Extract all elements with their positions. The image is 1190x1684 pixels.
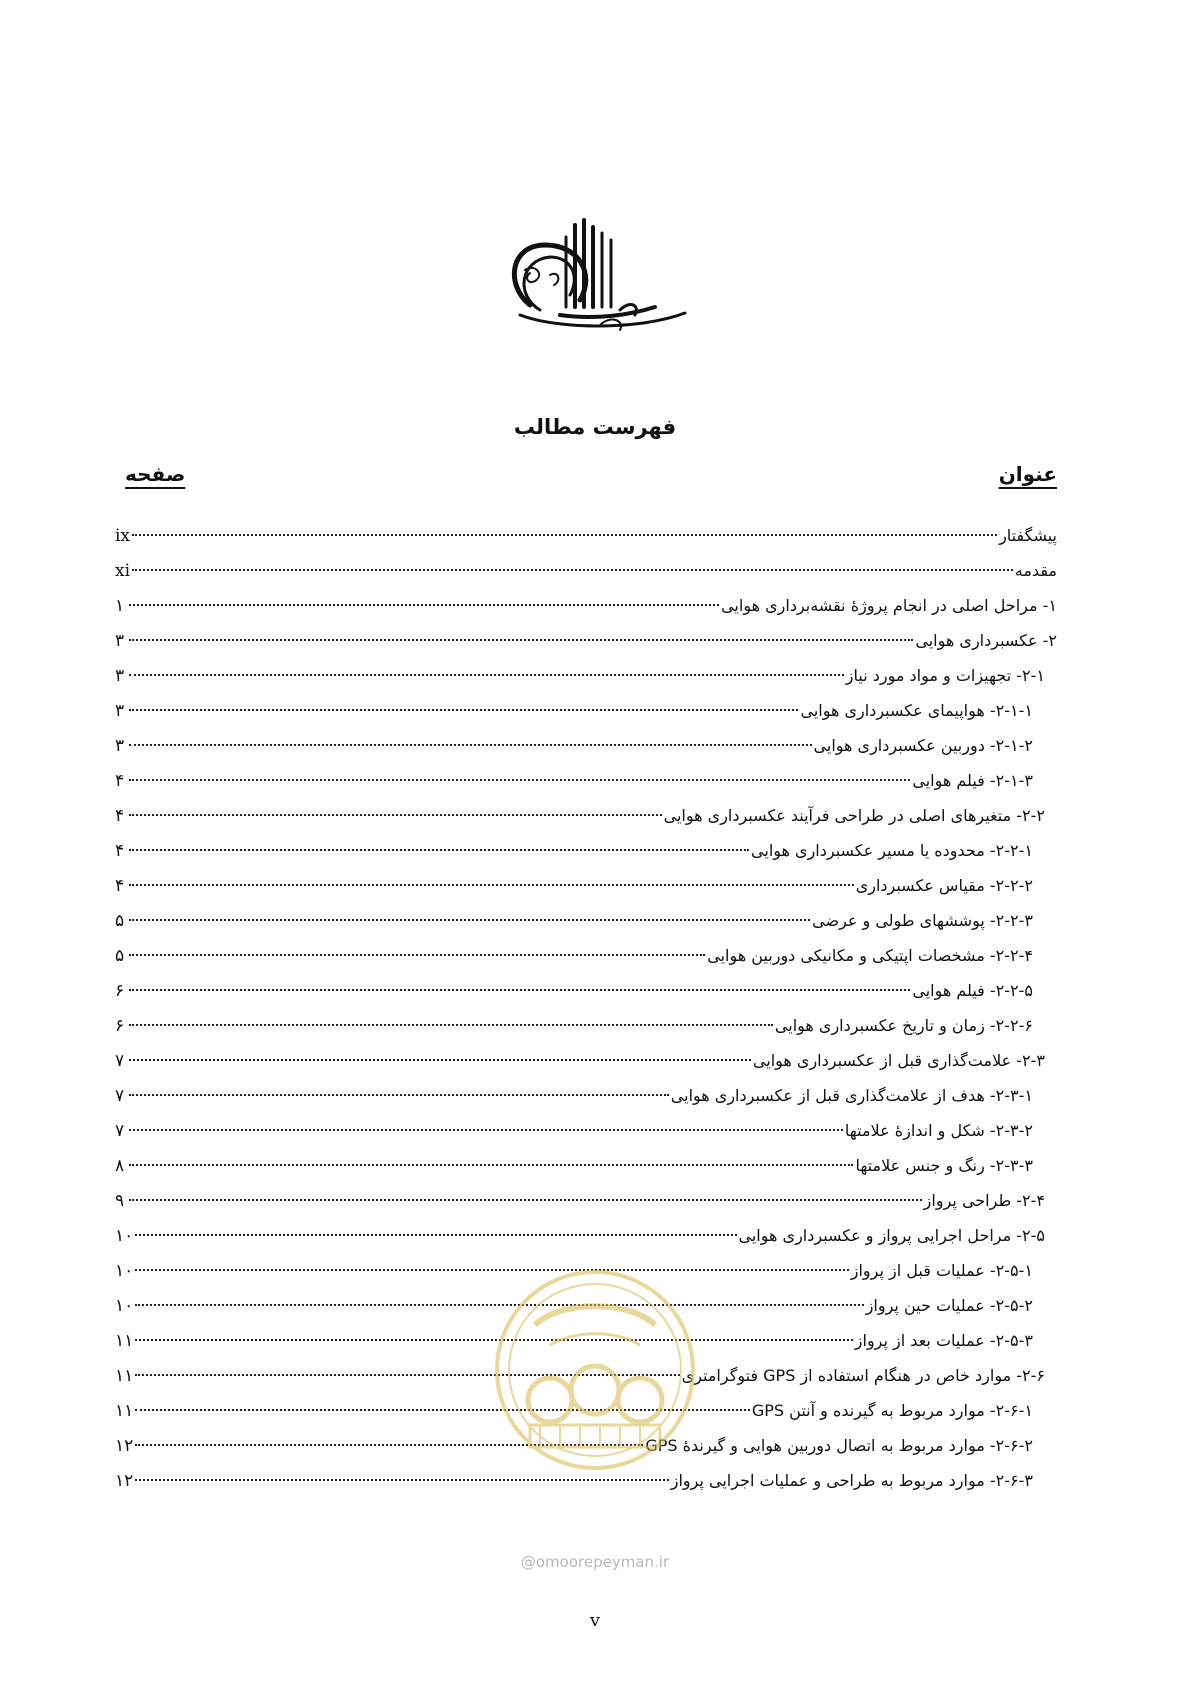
dot-leader: [129, 954, 705, 956]
dot-leader: [129, 1024, 773, 1026]
toc-entry[interactable]: [115, 658, 1057, 693]
toc-entry-label: ۲-۳- علامت‌گذاری قبل از عکسبرداری هوایی: [752, 1051, 1045, 1070]
dot-leader: [132, 534, 997, 536]
toc-entry-page: ۶: [115, 981, 125, 1001]
toc-entry-label: ۲-۲-۲- مقیاس عکسبرداری: [855, 876, 1033, 895]
toc-entry-page: ۱۱: [115, 1401, 134, 1421]
toc-entry-label: ۲-۵-۳- عملیات بعد از پرواز: [854, 1331, 1033, 1350]
toc-entry-page: ۱: [115, 596, 125, 616]
toc-entry-page: ۱۱: [115, 1366, 134, 1386]
dot-leader: [129, 884, 854, 886]
toc-entry-label: ۲-۱-۳- فیلم هوایی: [912, 771, 1033, 790]
toc-entry[interactable]: [115, 1113, 1057, 1148]
toc-entry-page: ۱۰: [115, 1226, 134, 1246]
toc-entry[interactable]: [115, 518, 1057, 553]
toc-entry-page: ۱۰: [115, 1261, 134, 1281]
toc-entry[interactable]: [115, 728, 1057, 763]
dot-leader: [129, 1199, 922, 1201]
dot-leader: [129, 1059, 751, 1061]
toc-entry-page: ۴: [115, 806, 125, 826]
toc-entry[interactable]: [115, 1183, 1057, 1218]
toc-entry-page: ۴: [115, 771, 125, 791]
toc-entry-page: ۱۲: [115, 1471, 134, 1491]
watermark-seal: [490, 1265, 700, 1475]
toc-entry-page: ۱۱: [115, 1331, 134, 1351]
toc-entry-label: ۲-۲-۴- مشخصات اپتیکی و مکانیکی دوربین هوایی: [707, 946, 1033, 965]
dot-leader: [129, 744, 812, 746]
toc-entry-page: xi: [115, 561, 131, 581]
toc-entry-label: ۲-۶-۲- موارد مربوط به اتصال دوربین هوایی و گیرندهٔ GPS: [645, 1436, 1033, 1455]
toc-entry[interactable]: [115, 1218, 1057, 1253]
dot-leader: [135, 1234, 736, 1236]
toc-entry-page: ۴: [115, 876, 125, 896]
toc-entry[interactable]: [115, 973, 1057, 1008]
toc-entry-label: مقدمه: [1014, 561, 1057, 580]
toc-entry[interactable]: [115, 868, 1057, 903]
toc-entry-label: ۲-۳-۲- شکل و اندازهٔ علامتها: [844, 1121, 1033, 1140]
toc-entry-page: ۱۰: [115, 1296, 134, 1316]
toc-entry-page: ۸: [115, 1156, 125, 1176]
dot-leader: [129, 779, 910, 781]
toc-entry-page: ۷: [115, 1121, 125, 1141]
toc-entry-page: ۵: [115, 946, 125, 966]
dot-leader: [129, 1094, 669, 1096]
dot-leader: [129, 814, 662, 816]
dot-leader: [129, 709, 798, 711]
toc-entry-page: ۴: [115, 841, 125, 861]
dot-leader: [129, 674, 844, 676]
toc-entry[interactable]: [115, 623, 1057, 658]
toc-entry-page: ۶: [115, 1016, 125, 1036]
dot-leader: [129, 989, 910, 991]
dot-leader: [129, 1164, 853, 1166]
basmala-calligraphy: [500, 215, 690, 345]
dot-leader: [129, 639, 913, 641]
toc-entry[interactable]: [115, 1043, 1057, 1078]
toc-entry-label: ۲-۲- متغیرهای اصلی در طراحی فرآیند عکسبرداری هوایی: [663, 806, 1045, 825]
dot-leader: [135, 1479, 668, 1481]
column-header-page: صفحه: [125, 462, 186, 486]
toc-entry-label: ۲-۵- مراحل اجرایی پرواز و عکسبرداری هوایی: [738, 1226, 1045, 1245]
toc-entry-page: ۷: [115, 1051, 125, 1071]
toc-entry-label: ۲-۲-۳- پوششهای طولی و عرضی: [812, 911, 1033, 930]
toc-entry-label: ۲-۵-۱- عملیات قبل از پرواز: [850, 1261, 1033, 1280]
toc-entry[interactable]: [115, 903, 1057, 938]
toc-entry-label: ۲-۲-۱- محدوده یا مسیر عکسبرداری هوایی: [751, 841, 1033, 860]
dot-leader: [129, 849, 749, 851]
toc-entry[interactable]: [115, 1148, 1057, 1183]
toc-entry-page: ۳: [115, 736, 125, 756]
toc-entry[interactable]: [115, 588, 1057, 623]
toc-entry-page: ix: [115, 526, 131, 546]
toc-entry-label: ۲-۱- تجهیزات و مواد مورد نیاز: [845, 666, 1045, 685]
toc-entry-label: ۲-۶- موارد خاص در هنگام استفاده از GPS فتوگرامتری: [681, 1366, 1045, 1385]
page-number: v: [589, 1610, 601, 1631]
toc-entry[interactable]: [115, 798, 1057, 833]
toc-entry-label: ۲-۶-۱- موارد مربوط به گیرنده و آنتن GPS: [751, 1401, 1033, 1420]
toc-entry[interactable]: [115, 553, 1057, 588]
column-header-title: عنوان: [998, 462, 1057, 486]
toc-entry-page: ۱۲: [115, 1436, 134, 1456]
toc-entry-label: ۲-۲-۶- زمان و تاریخ عکسبرداری هوایی: [774, 1016, 1033, 1035]
watermark-text: @omoorepeyman.ir: [520, 1553, 670, 1571]
toc-entry-label: ۲-۱-۱- هواپیمای عکسبرداری هوایی: [800, 701, 1033, 720]
toc-entry-label: ۲-۵-۲- عملیات حین پرواز: [865, 1296, 1033, 1315]
toc-entry-label: ۲-۴- طراحی پرواز: [923, 1191, 1045, 1210]
toc-entry-page: ۳: [115, 631, 125, 651]
toc-entry-page: ۳: [115, 666, 125, 686]
toc-entry-label: پیشگفتار: [999, 526, 1057, 545]
toc-entry-page: ۹: [115, 1191, 125, 1211]
toc-entry-label: ۲-۲-۵- فیلم هوایی: [912, 981, 1033, 1000]
toc-entry-label: ۲- عکسبرداری هوایی: [915, 631, 1057, 650]
toc-entry-label: ۱- مراحل اصلی در انجام پروژهٔ نقشه‌برداری هوایی: [721, 596, 1057, 615]
dot-leader: [129, 604, 719, 606]
toc-entry-label: ۲-۱-۲- دوربین عکسبرداری هوایی: [813, 736, 1033, 755]
toc-entry[interactable]: [115, 833, 1057, 868]
toc-entry[interactable]: [115, 938, 1057, 973]
dot-leader: [132, 569, 1013, 571]
toc-title: فهرست مطالب: [513, 415, 677, 439]
toc-entry-label: ۲-۳-۳- رنگ و جنس علامتها: [855, 1156, 1033, 1175]
toc-entry[interactable]: [115, 1008, 1057, 1043]
toc-entry[interactable]: [115, 693, 1057, 728]
toc-entry[interactable]: [115, 1078, 1057, 1113]
toc-entry-label: ۲-۶-۳- موارد مربوط به طراحی و عملیات اجرایی پرواز: [670, 1471, 1033, 1490]
toc-entry[interactable]: [115, 763, 1057, 798]
dot-leader: [129, 1129, 843, 1131]
toc-entry-page: ۵: [115, 911, 125, 931]
toc-entry-page: ۷: [115, 1086, 125, 1106]
toc-entry-label: ۲-۳-۱- هدف از علامت‌گذاری قبل از عکسبرداری هوایی: [670, 1086, 1033, 1105]
dot-leader: [129, 919, 810, 921]
toc-entry-page: ۳: [115, 701, 125, 721]
